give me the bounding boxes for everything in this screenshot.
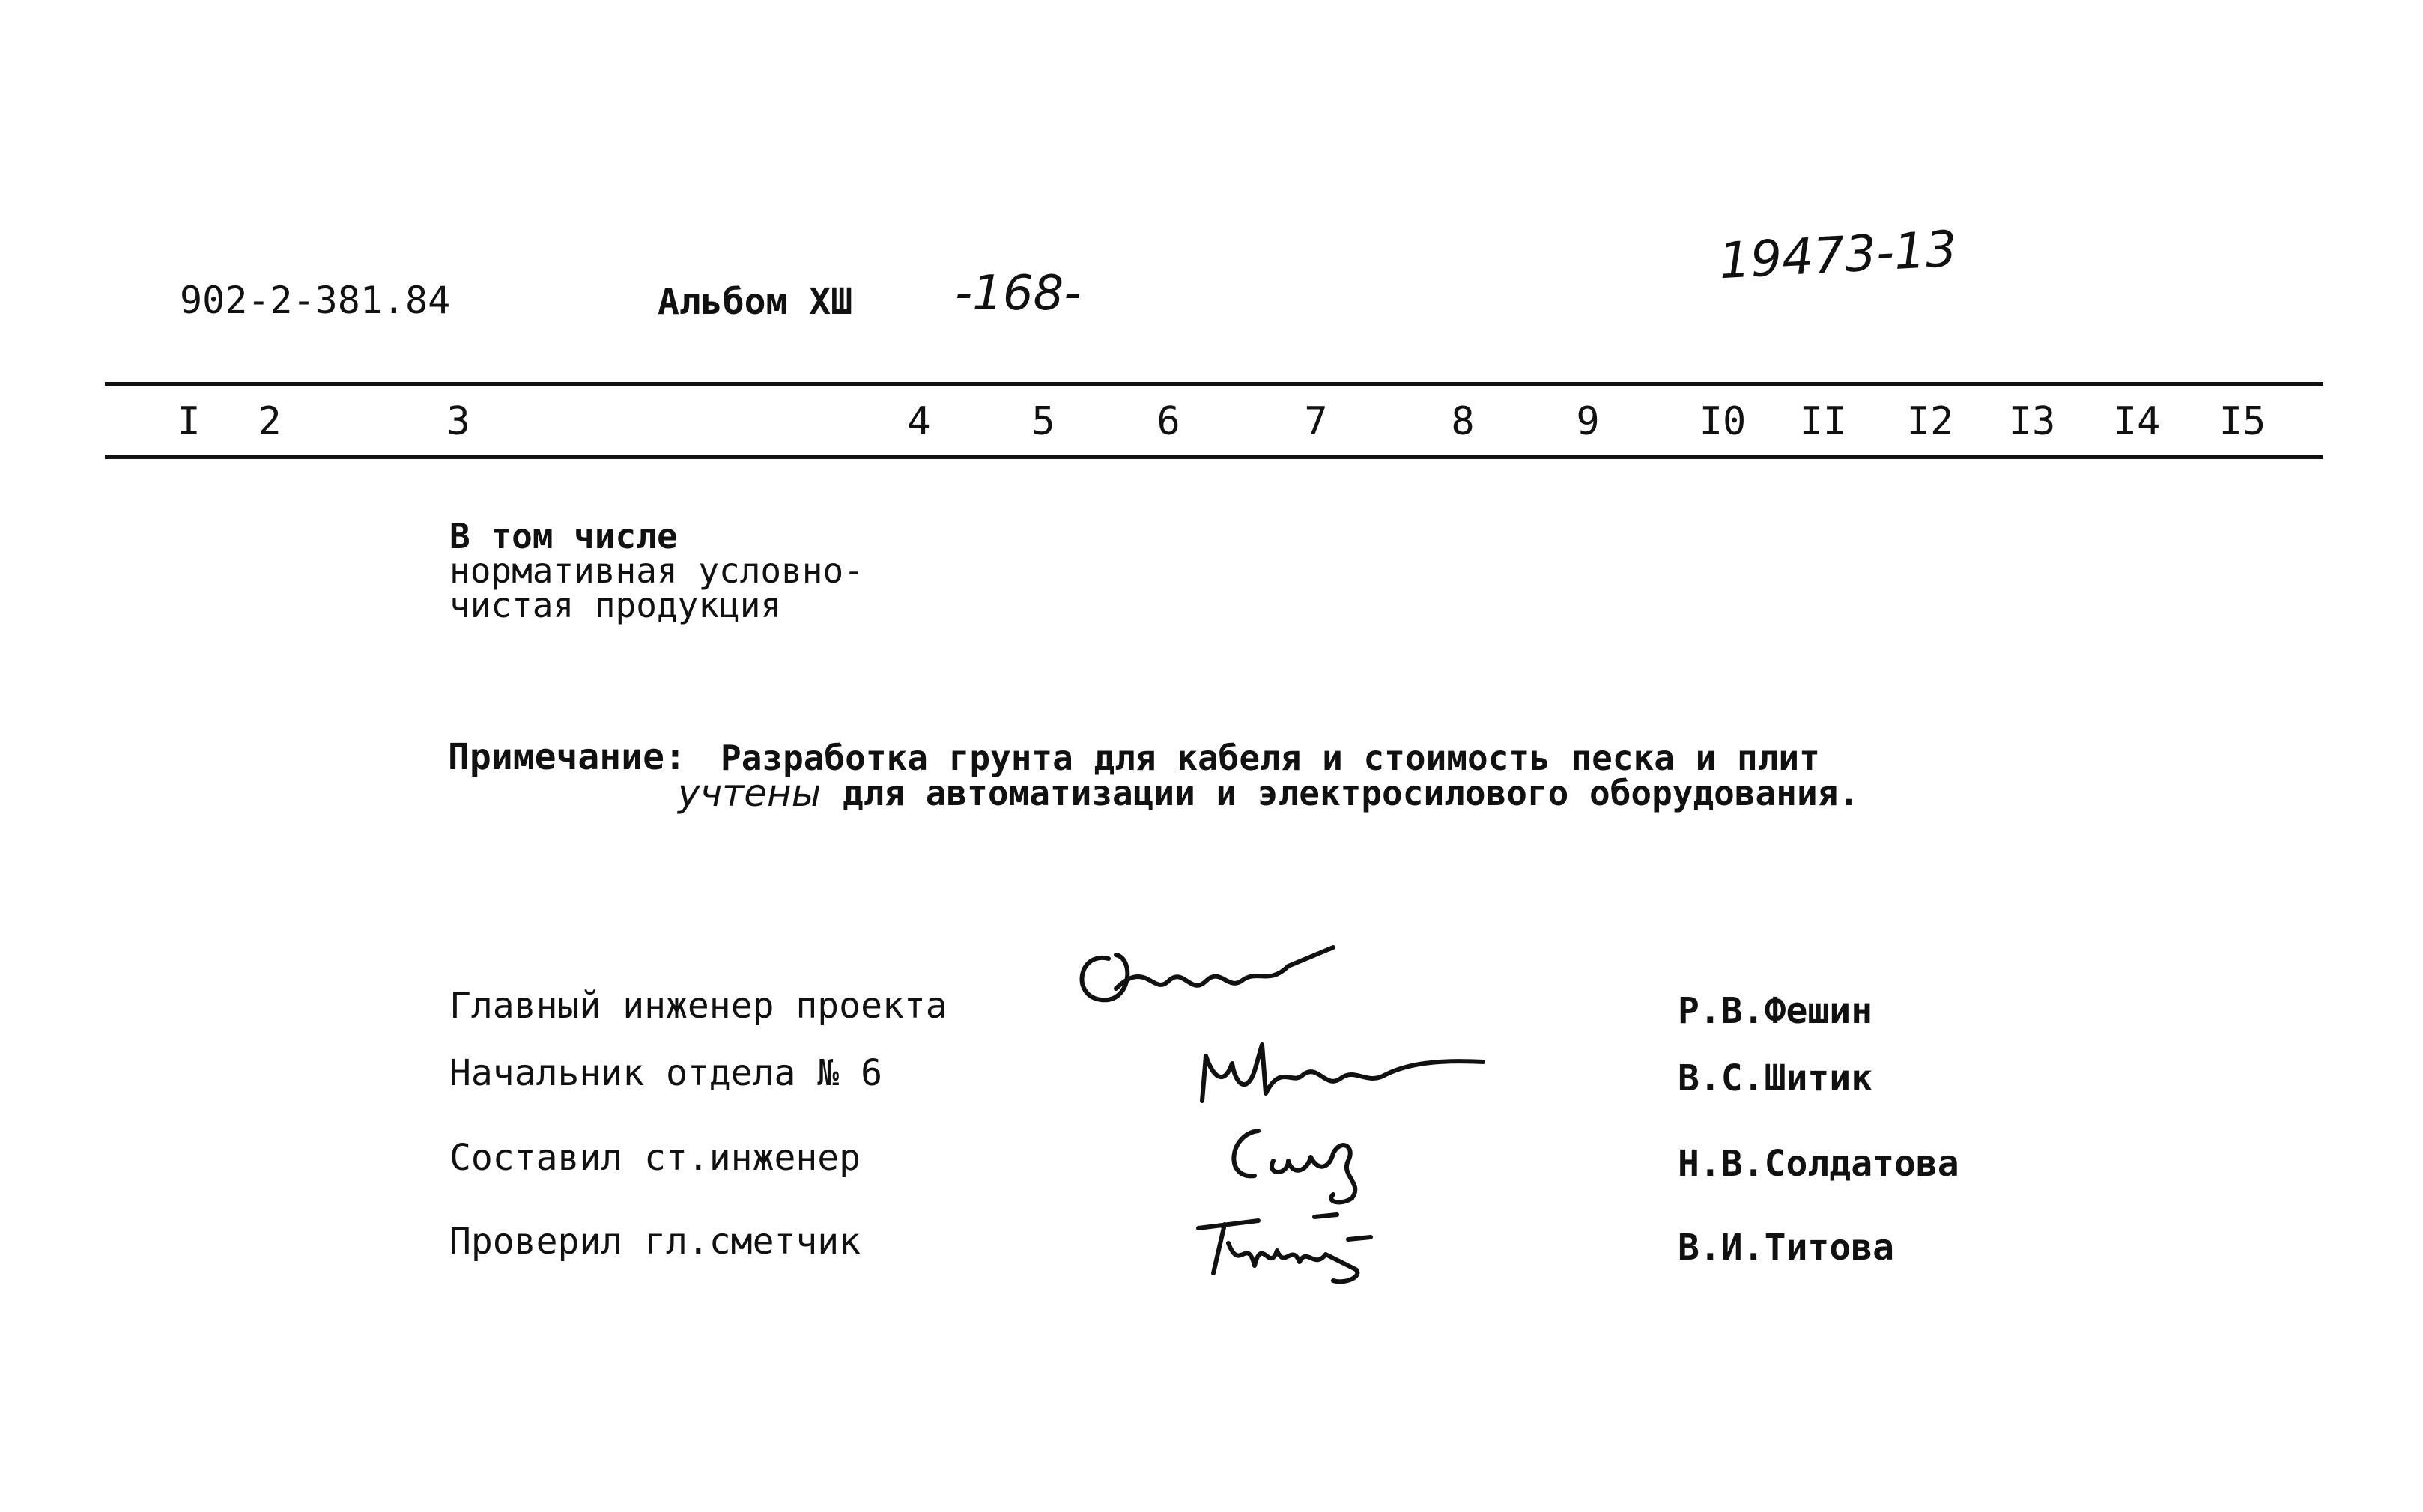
signature-name: Р.В.Фешин: [1678, 990, 1873, 1032]
signature-name: Н.В.Солдатова: [1678, 1143, 1959, 1185]
column-number: I5: [2219, 399, 2266, 444]
top-rule: [105, 382, 2323, 386]
column-number: 2: [258, 399, 282, 444]
bottom-rule: [105, 455, 2323, 459]
note-line-1: Разработка грунта для кабеля и стоимость песка и плит: [721, 738, 1820, 778]
album-label: Альбом ХШ: [658, 281, 853, 323]
signature-scribble: [1191, 1033, 1491, 1116]
column-number: 4: [907, 399, 931, 444]
signature-role: Начальник отдела № 6: [449, 1052, 882, 1094]
including-line: В том числе: [449, 516, 678, 556]
column-number: I2: [1906, 399, 1954, 444]
signature-name: В.И.Титова: [1678, 1227, 1894, 1269]
column-number: 9: [1576, 399, 1600, 444]
signature-role: Главный инженер проекта: [449, 985, 947, 1027]
column-number: 5: [1031, 399, 1055, 444]
signature-name: В.С.Шитик: [1678, 1057, 1873, 1099]
including-line: чистая продукция: [449, 585, 782, 625]
signature-scribble: [1064, 929, 1348, 1018]
signature-scribble: [1183, 1198, 1386, 1288]
column-number: 7: [1304, 399, 1328, 444]
column-number: 6: [1156, 399, 1180, 444]
column-number: II: [1799, 399, 1847, 444]
signature-role: Составил ст.инженер: [449, 1137, 861, 1179]
column-number: I0: [1699, 399, 1747, 444]
signature-role: Проверил гл.сметчик: [449, 1221, 861, 1263]
column-number: I: [177, 399, 201, 444]
including-line: нормативная условно-: [449, 550, 864, 591]
note-line-2: для автоматизации и электросилового оборудования.: [843, 773, 1860, 813]
document-code: 902-2-381.84: [180, 279, 451, 322]
column-number: I3: [2008, 399, 2056, 444]
column-number: 3: [446, 399, 470, 444]
page-number: -168-: [955, 266, 1082, 321]
column-number: I4: [2113, 399, 2161, 444]
note-label: Примечание:: [448, 736, 686, 778]
column-number: 8: [1451, 399, 1475, 444]
handwritten-number: 19473-13: [1717, 219, 1959, 291]
note-handwritten-word: учтены: [678, 771, 822, 815]
